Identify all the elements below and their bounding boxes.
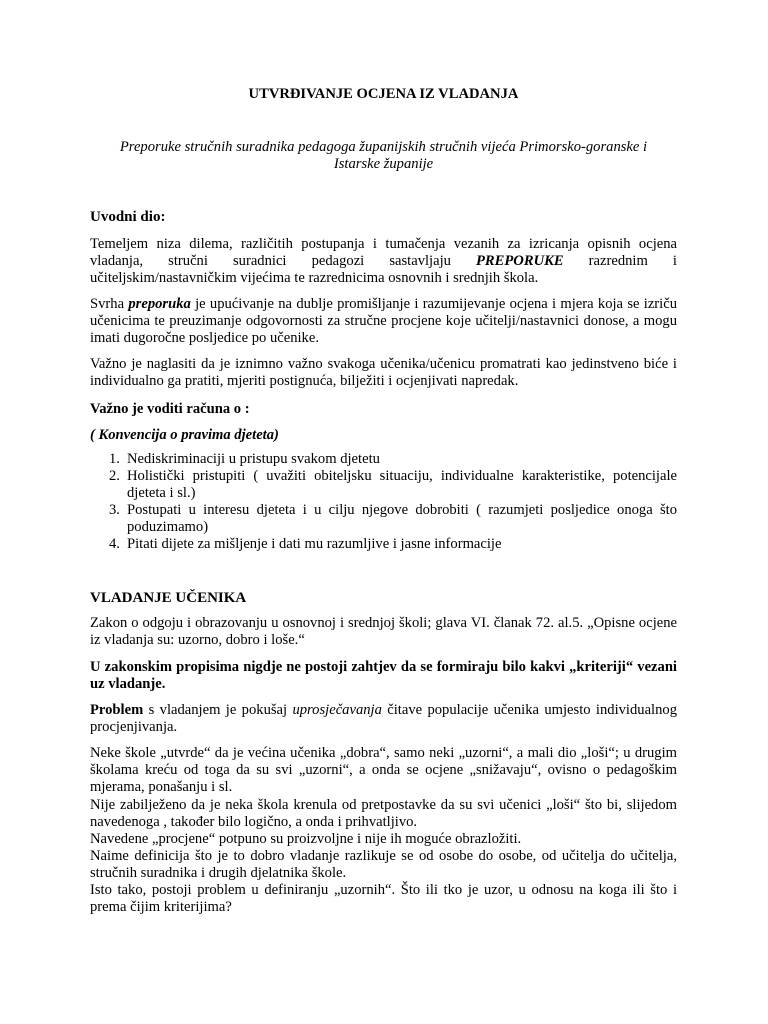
convention-heading: ( Konvencija o pravima djeteta)	[90, 427, 279, 443]
document-title: UTVRĐIVANJE OCJENA IZ VLADANJA	[248, 86, 519, 102]
problem-emphasis: Problem	[90, 702, 144, 718]
subtitle-line-1: Preporuke stručnih suradnika pedagoga županijskih stručnih vijeća Primorsko-goranske i	[119, 139, 648, 155]
list-item: 2. Holistički pristupiti ( uvažiti obiteljsku situaciju, individualne karakteristike, potencijale djeteta i sl.)	[109, 468, 677, 501]
arbitrary-paragraph: Navedene „procjene“ potpuno su proizvoljne i nije ih moguće obrazložiti.	[90, 831, 522, 847]
consider-heading: Važno je voditi računa o :	[90, 401, 250, 417]
list-item: 1. Nediskriminaciji u pristupu svakom djetetu	[109, 451, 380, 467]
intro-line-1: Temeljem niza dilema, različitih postupanja i tumačenja vezanih za izricanja opisnih ocjena	[90, 236, 677, 252]
section-heading-vladanje: VLADANJE UČENIKA	[90, 590, 247, 606]
document-subtitle	[90, 139, 677, 173]
subtitle-line-2: Istarske županije	[333, 156, 434, 172]
intro-paragraph	[90, 236, 677, 287]
list-item: 3. Postupati u interesu djeteta i u cilju njegove dobrobiti ( razumjeti posljedice onoga što poduzimamo)	[109, 502, 677, 535]
schools-paragraph: Neke škole „utvrde“ da je većina učenika „dobra“, samo neki „uzorni“, a mali dio „loši“; u drugim školama kreću od toga da su svi „uzorni“, a onda se ocjene „snižavaju“, ovisno o pedagoškim mjerama, ponašanju i sl.	[90, 745, 677, 795]
rights-list	[90, 451, 677, 553]
purpose-emphasis: preporuka	[128, 296, 191, 312]
importance-paragraph: Važno je naglasiti da je iznimno važno svakoga učenika/učenicu promatrati kao jedinstveno biće i individualno ga pratiti, mjeriti postignuća, bilježiti i ocjenjivati napredak.	[90, 356, 677, 389]
list-item: 4. Pitati dijete za mišljenje i dati mu razumljive i jasne informacije	[109, 536, 502, 552]
preporuke-emphasis: PREPORUKE	[476, 253, 564, 269]
assumption-paragraph: Nije zabilježeno da je neka škola krenula od pretpostavke da su svi učenici „loši“ što bi, slijedom navedenoga , također bilo logično, a onda i prihvatljivo.	[90, 797, 677, 830]
law-paragraph: Zakon o odgoju i obrazovanju u osnovnoj i srednjoj školi; glava VI. članak 72. al.5. „Opisne ocjene iz vladanja su: uzorno, dobro i loše.“	[90, 615, 677, 648]
purpose-paragraph: Svrha preporuka je upućivanje na dublje promišljanje i razumijevanje ocjena i mjera koja se izriču učenicima te preuzimanje odgovornosti za stručne procjene koje učitelji/nastavnici donose, a mogu imati dugoročne posljedice po učenike.	[90, 296, 678, 346]
intro-line-3: učiteljskim/nastavničkim vijećima te razrednicima osnovnih i srednjih škola.	[90, 270, 539, 286]
regulation-paragraph: U zakonskim propisima nigdje ne postoji zahtjev da se formiraju bilo kakvi „kriteriji“ vezani uz vladanje.	[90, 659, 677, 692]
intro-line-2: vladanja, stručni suradnici pedagozi sastavljaju PREPORUKE razrednim i	[90, 253, 677, 269]
problem-paragraph: Problem s vladanjem je pokušaj uprosječavanja čitave populacije učenika umjesto individualnog procjenjivanja.	[90, 702, 677, 735]
intro-heading: Uvodni dio:	[90, 209, 166, 225]
role-model-paragraph: Isto tako, postoji problem u definiranju „uzornih“. Što ili tko je uzor, u odnosu na koga ili što i prema čijim kriterijima?	[90, 882, 677, 915]
definition-paragraph: Naime definicija što je to dobro vladanje razlikuje se od osobe do osobe, od učitelja do učitelja, stručnih suradnika i drugih djelatnika škole.	[90, 848, 677, 881]
